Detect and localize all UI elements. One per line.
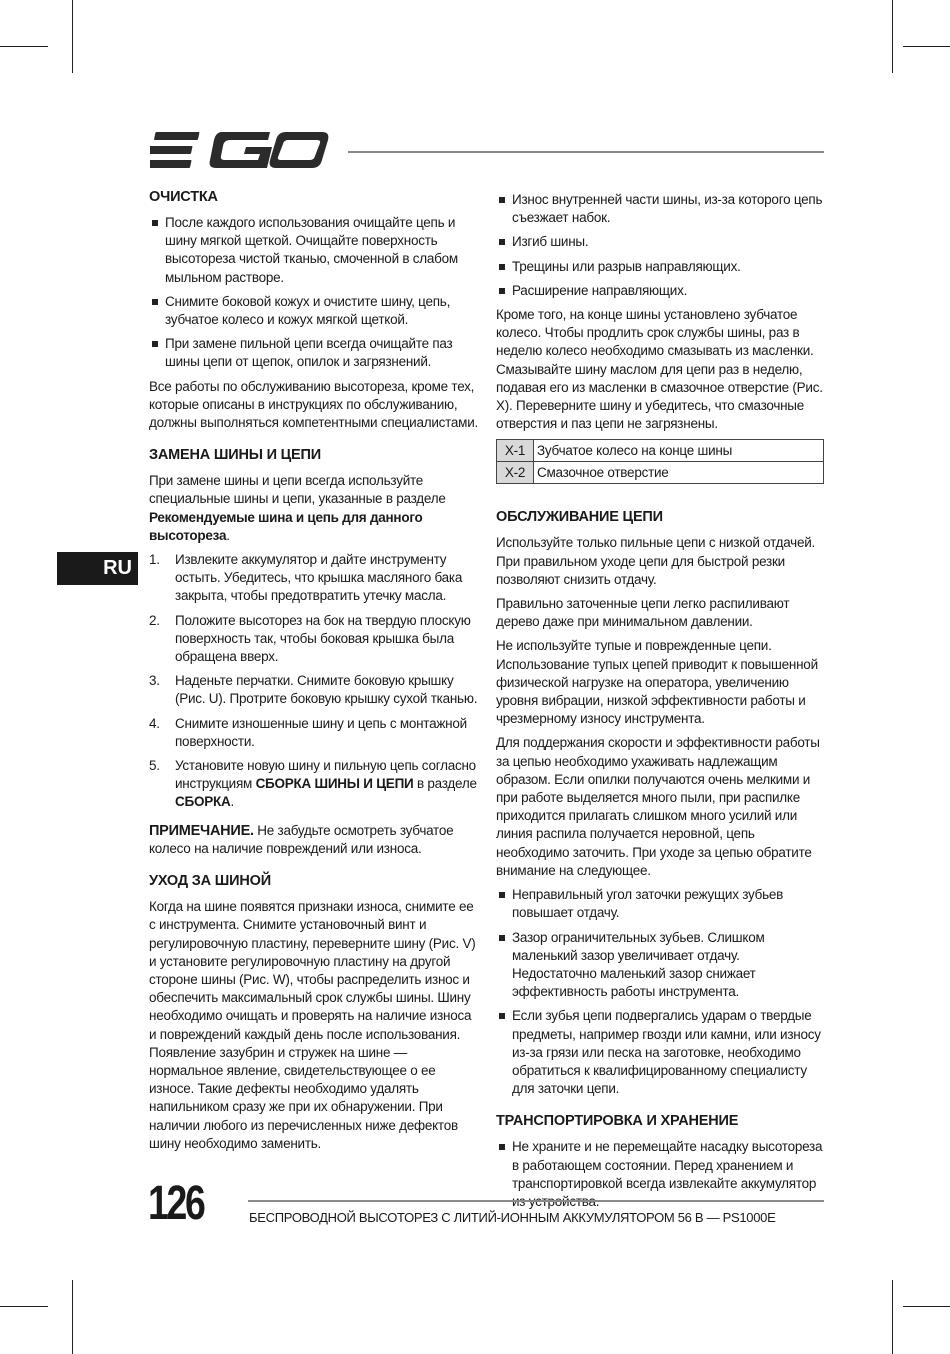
language-tab: RU: [57, 552, 138, 585]
part-label: Смазочное отверстие: [534, 462, 824, 484]
bar-care-paragraph: Когда на шине появятся признаки износа, снимите ее с инструмента. Снимите установочный винт и регулировочную пластину, переверните шину (Рис. V) и установите регулировочную пластину на другой стороне шины (Рис. W), чтобы распределить износ и обеспечить максимальный срок службы шины. Шину необходимо очищать и проверять на наличие износа и повреждений каждый день после использования. Появление зазубрин и стружек на шине — нормальное явление, свидетельствующее о ее износе. Такие дефекты необходимо удалять напильником сразу же при их обнаружении. При наличии любого из перечисленных ниже дефектов шину необходимо заменить.: [149, 899, 476, 1151]
cleaning-heading: ОЧИСТКА: [149, 189, 218, 205]
crop-mark: [892, 0, 893, 73]
footer-title: БЕСПРОВОДНОЙ ВЫСОТОРЕЗ С ЛИТИЙ-ИОННЫМ АККУМУЛЯТОРОМ 56 В — PS1000E: [249, 1210, 776, 1225]
list-item: [149, 715, 479, 751]
crop-mark: [0, 46, 48, 47]
defects-list: [496, 191, 826, 300]
note: [149, 822, 479, 858]
list-item: Трещины или разрыв направляющих.: [496, 258, 826, 276]
page-number: 126: [148, 1177, 204, 1230]
step-number: 5.: [149, 758, 160, 774]
step-number: 2.: [149, 612, 160, 628]
header-rule: [348, 151, 824, 153]
cleaning-list: [149, 214, 479, 372]
list-item: Неправильный угол заточки режущих зубьев повышает отдачу.: [496, 886, 826, 922]
chain-paragraph: Для поддержания скорости и эффективности работы за цепью необходимо ухаживать надлежащим образом. Если опилки получаются очень мелкими и при работе выделяется много пыли, при распилке приходится прилагать слишком много усилий или линия распила получается неровной, цепь необходимо заточить. При уходе за цепью обратите внимание на следующее.: [496, 735, 820, 878]
crop-mark: [903, 46, 950, 47]
crop-mark: [72, 1280, 73, 1354]
list-item: [149, 672, 479, 708]
part-label: Зубчатое колесо на конце шины: [534, 440, 824, 462]
footer-rule: [248, 1200, 824, 1202]
crop-mark: [72, 0, 73, 73]
replace-steps: [149, 551, 479, 812]
list-item: [149, 612, 479, 667]
step-number: 3.: [149, 673, 160, 689]
cleaning-paragraph: Все работы по обслуживанию высотореза, кроме тех, которые описаны в инструкциях по обслуживанию, должны выполняться компетентными специалистами.: [149, 378, 478, 431]
sprocket-paragraph: Кроме того, на конце шины установлено зубчатое колесо. Чтобы продлить срок службы шины, раз в неделю колесо необходимо смазывать из масленки. Смазывайте шину маслом для цепи раз в неделю, подавая его из масленки в смазочное отверстие (Рис. X). Переверните шину и убедитесь, что смазочные отверстия и паз цепи не загрязнены.: [496, 307, 823, 432]
step-bold: СБОРКА: [175, 794, 231, 810]
part-code: X-1: [497, 440, 534, 462]
table-row: [497, 462, 824, 484]
chain-paragraph: Используйте только пильные цепи с низкой отдачей. При правильном уходе цепи для быстрой резки позволяют снизить отдачу.: [496, 535, 816, 587]
list-item: Снимите боковой кожух и очистите шину, цепь, зубчатое колесо и кожух мягкой щеткой.: [149, 293, 479, 329]
list-item: Зазор ограничительных зубьев. Слишком маленький зазор увеличивает отдачу. Недостаточно маленький зазор снижает эффективность работы инструмента.: [496, 929, 826, 1002]
note-label: ПРИМЕЧАНИЕ.: [149, 822, 254, 839]
step-text: в разделе: [413, 776, 477, 792]
replace-intro-text: При замене шины и цепи всегда используйте специальные шины и цепи, указанные в разделе: [149, 473, 446, 507]
chain-paragraph: Не используйте тупые и поврежденные цепи. Использование тупых цепей приводит к повышенной физической нагрузке на оператора, увеличению уровня вибрации, низкой эффективности работы и чрезмерному износу инструмента.: [496, 638, 818, 727]
bar-care-heading: УХОД ЗА ШИНОЙ: [149, 873, 271, 890]
list-item: [149, 551, 479, 606]
step-text: Извлеките аккумулятор и дайте инструменту остыть. Убедитесь, что крышка масляного бака закрыта, чтобы предотвратить утечку масла.: [175, 552, 463, 604]
list-item: Изгиб шины.: [496, 233, 826, 251]
replace-intro-end: .: [226, 527, 230, 543]
step-text: Наденьте перчатки. Снимите боковую крышку (Рис. U). Протрите боковую крышку сухой тканью.: [175, 673, 478, 707]
replace-intro: [149, 472, 479, 545]
list-item: Износ внутренней части шины, из-за которого цепь съезжает набок.: [496, 191, 826, 227]
step-bold: СБОРКА ШИНЫ И ЦЕПИ: [255, 776, 414, 792]
list-item: Если зубья цепи подвергались ударам о твердые предметы, например гвозди или камни, или износу из-за грязи или песка на заготовке, необходимо обратиться к квалифицированному специалисту для заточки цепи.: [496, 1007, 826, 1098]
right-column: [496, 191, 826, 1217]
chain-paragraph: Правильно заточенные цепи легко распиливают дерево даже при минимальном давлении.: [496, 596, 790, 630]
step-text: Положите высоторез на бок на твердую плоскую поверхность так, чтобы боковая крышка была обращена вверх.: [175, 612, 471, 665]
list-item: При замене пильной цепи всегда очищайте паз шины цепи от щепок, опилок и загрязнений.: [149, 335, 479, 371]
list-item: После каждого использования очищайте цепь и шину мягкой щеткой. Очищайте поверхность высотореза чистой тканью, смоченной в слабом мыльном растворе.: [149, 214, 479, 287]
step-text: .: [230, 794, 234, 810]
crop-mark: [0, 1306, 48, 1307]
list-item: Не храните и не перемещайте насадку высотореза в работающем состоянии. Перед хранением и транспортировкой всегда извлекайте аккумулятор: [496, 1138, 826, 1211]
replace-intro-bold: Рекомендуемые шина и цепь для данного высотореза: [149, 509, 423, 543]
step-text: Снимите изношенные шину и цепь с монтажной поверхности.: [175, 715, 467, 749]
table-row: [497, 440, 824, 462]
ego-logo: [150, 130, 330, 170]
chain-list: [496, 886, 826, 1098]
replace-heading: ЗАМЕНА ШИНЫ И ЦЕПИ: [149, 447, 321, 464]
left-column: [149, 188, 479, 1159]
parts-table: [496, 439, 824, 484]
chain-heading: ОБСЛУЖИВАНИЕ ЦЕПИ: [496, 509, 663, 526]
crop-mark: [892, 1280, 893, 1354]
list-item: Расширение направляющих.: [496, 282, 826, 300]
part-code: X-2: [497, 462, 534, 484]
list-item: [149, 757, 479, 812]
step-number: 1.: [149, 552, 160, 568]
note-text: Не забудьте осмотреть зубчатое колесо на наличие повреждений или износа.: [149, 822, 454, 856]
step-number: 4.: [149, 715, 160, 731]
step-text: Установите новую шину и пильную цепь согласно инструкциям: [175, 758, 476, 792]
storage-heading: ТРАНСПОРТИРОВКА И ХРАНЕНИЕ: [496, 1113, 739, 1130]
crop-mark: [903, 1306, 950, 1307]
